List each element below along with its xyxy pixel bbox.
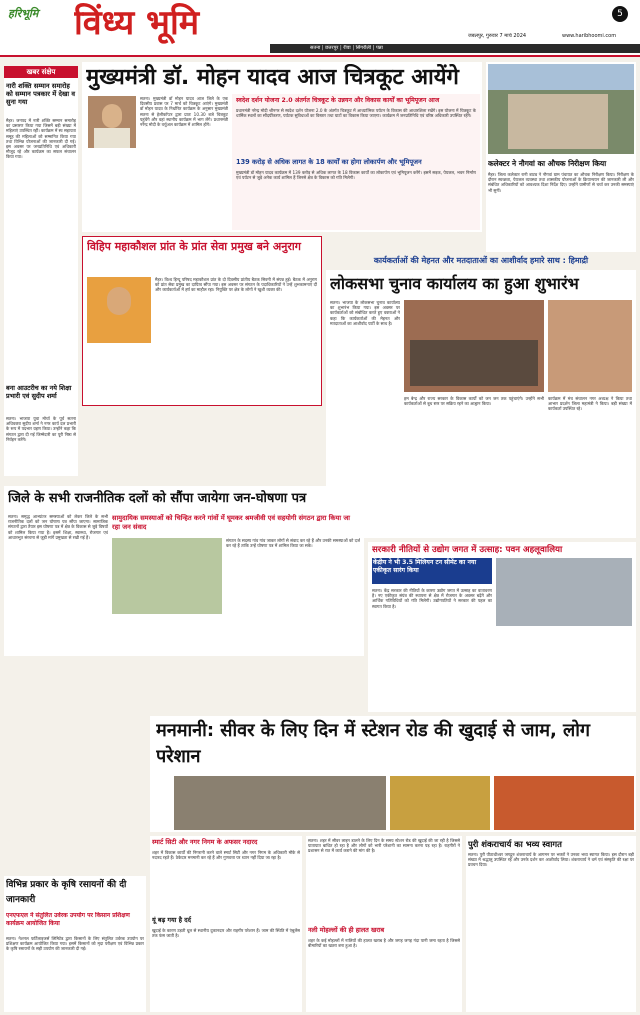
collector-photo-people bbox=[508, 94, 608, 149]
agri-story bbox=[4, 876, 146, 1012]
shankaracharya-photo bbox=[494, 776, 634, 830]
office-col-3: कार्यक्रम में मंच संचालन नगर अध्यक्ष ने किया तथा आभार प्रदर्शन जिला महामंत्री ने किया। बड़ी संख्या में कार्यकर्ता उपस्थित रहे। bbox=[548, 396, 632, 412]
govt-headline: सरकारी नीतियों से उद्योग जगत में उत्साह: पवन अहलूवालिया bbox=[372, 545, 563, 555]
lead-sub-body-2: मुख्यमंत्री डॉ मोहन यादव कार्यक्रम में 139 करोड़ से अधिक लागत के 18 विकास कार्यों का लोकार्पण एवं भूमिपूजन करेंगे। इसमें सड़क, पेयजल, भवन निर्माण एवं पर्यटन से जुड़े अनेक कार्य शामिल हैं जिनसे क्षेत्र के विकास को गति मिलेगी। bbox=[236, 170, 476, 181]
agri-body: सतना। नेशनल फर्टिलाइजर्स लिमिटेड द्वारा किसानों के लिए संतुलित उर्वरक उपयोग पर प्रशिक्षण कार्यक्रम आयोजित किया गया। इसमें किसानों को मृदा परीक्षण एवं विभिन्न प्रकार के कृषि रसायनों के सही उपयोग की जानकारी दी गई। bbox=[6, 936, 144, 952]
office-col-2: हम बेन्द्र और राज्य सरकार के विकास कार्यों को जन जन तक पहुंचाएंगे। उन्होंने सभी कार्यकर्ताओं से बूथ स्तर पर सक्रिय रहने का आह्वान किया। bbox=[404, 396, 544, 407]
collector-photo bbox=[488, 64, 634, 154]
manmani-text bbox=[306, 836, 462, 1012]
vhp-photo bbox=[87, 277, 151, 343]
brief-body-1: मैहर। जनपद में नारी शक्ति सम्मान समारोह का प्रसारण किया गया जिसमें बड़ी संख्या में महिलाएं उपस्थित रहीं। कार्यक्रम में स्व सहायता समूह की महिलाओं को सम्मानित किया गया तथा विभिन्न योजनाओं की जानकारी दी गई। इस अवसर पर जनप्रतिनिधि एवं अधिकारी मौजूद रहे और कार्यक्रम का सफल संचालन किया गया। bbox=[6, 118, 76, 160]
masthead-rule bbox=[0, 55, 640, 57]
website: www.haribhoomi.com bbox=[562, 33, 617, 39]
brief-headline-2: बना आउटरीच का नये शिक्षा प्रभारी एवं सुदीप शर्मा bbox=[6, 384, 72, 400]
lead-sub-headline-2: 139 करोड़ से अधिक लागत के 18 कार्यों का होगा लोकार्पण और भूमिपूजन bbox=[236, 158, 422, 166]
office-headline: लोकसभा चुनाव कार्यालय का हुआ शुभारंभ bbox=[330, 274, 579, 293]
manmani-photo-2 bbox=[390, 776, 490, 830]
manifesto-sub-headline: सामुदायिक समस्याओं को चिन्हित करने गांवों में घूमकर श्रमजीवी एवं सहयोगी संगठन द्वारा किया जा रहा जन संवाद bbox=[112, 514, 350, 531]
agri-headline: विभिन्न प्रकार के कृषि रसायनों की दी जानकारी bbox=[6, 880, 127, 905]
smartcity-sub-headline: यूं बढ़ गया है दर्द bbox=[152, 916, 191, 924]
smartcity-body: शहर में विकास कार्यों की निगरानी करने वाले स्मार्ट सिटी और नगर निगम के अधिकारी मौके से नदारद रहते हैं। ठेकेदार मनमानी कर रहे हैं और गुणवत्ता पर ध्यान नहीं दिया जा रहा है। bbox=[152, 850, 300, 861]
govt-sub-headline: केंद्रीय ने भी 3.5 मिलियन टन सीमेंट का नया एकीकृत सारंग किया bbox=[372, 558, 492, 584]
vhp-photo-face bbox=[107, 287, 131, 315]
cm-photo-body bbox=[94, 128, 130, 148]
manmani-photo bbox=[174, 776, 386, 830]
date-line: जबलपुर, गुरुवार 7 मार्च 2024 bbox=[468, 33, 527, 39]
manmani-body: सतना। शहर में सीवर लाइन डालने के लिए दिन के समय स्टेशन रोड की खुदाई की जा रही है जिससे यातायात बाधित हो रहा है और लोगों को भारी परेशानी का सामना करना पड़ रहा है। राहगीरों ने प्रशासन से रात में कार्य कराने की मांग की है। bbox=[308, 838, 460, 854]
cm-photo-face bbox=[102, 104, 122, 128]
office-col-1: सतना। भाजपा के लोकसभा चुनाव कार्यालय का शुभारंभ किया गया। इस अवसर पर कार्यकर्ताओं को संबोधित करते हुए वक्ताओं ने कहा कि कार्यकर्ताओं की मेहनत और मतदाताओं का आशीर्वाद पार्टी के साथ है। bbox=[330, 300, 400, 326]
lead-sub-box bbox=[232, 94, 480, 230]
masthead-brand: हरिभूमि bbox=[8, 7, 39, 20]
office-photo-2 bbox=[548, 300, 632, 392]
lead-sub-headline: स्वदेश दर्शन योजना 2.0 अंतर्गत चित्रकूट के उन्नयन और विकास कार्यों का भूमिपूजन आज bbox=[236, 97, 440, 104]
agri-sub-headline: एनएफएल ने संतुलित उर्वरक उपयोग पर किसान प्रशिक्षण कार्यक्रम आयोजित किया bbox=[6, 912, 130, 927]
office-photo-1-crowd bbox=[410, 340, 538, 386]
manmani-headline: मनमानी: सीवर के लिए दिन में स्टेशन रोड की खुदाई से जाम, लोग परेशान bbox=[156, 720, 591, 767]
editions: सतना | छतरपुर | रीवा | सिंगरौली | पन्ना bbox=[310, 45, 383, 51]
smartcity-sub-body: खुदाई के कारण उड़ती धूल से स्थानीय दुकानदार और राहगीर परेशान हैं। जाम की स्थिति में एंबुलेंस तक फंस जाती है। bbox=[152, 928, 300, 939]
quote-banner-text: कार्यकर्ताओं की मेहनत और मतदाताओं का आशीर्वाद हमारे साथ : हिमाद्री bbox=[373, 256, 589, 265]
editions-bar bbox=[270, 44, 640, 53]
collector-body: मैहर। जिला कलेक्टर रानी बाटड ने नौगवां ग्राम पंचायत का औचक निरीक्षण किया। निरीक्षण के दौरान स्वच्छता, पेयजल व्यवस्था तथा शासकीय योजनाओं के क्रियान्वयन की जानकारी ली और संबंधित अधिकारियों को आवश्यक दिशा निर्देश दिए। उन्होंने ग्रामीणों से चर्चा कर उनकी समस्याएं भी सुनीं। bbox=[488, 172, 634, 193]
collector-photo-wall bbox=[488, 64, 634, 90]
collector-story bbox=[486, 62, 636, 252]
cm-photo bbox=[88, 96, 136, 148]
manmani-sub-body: शहर के कई मोहल्लों में नालियों की हालत खराब है और जगह जगह गंदा पानी जमा रहता है जिससे बीमारियों का खतरा बना हुआ है। bbox=[308, 938, 460, 949]
brief-tag: खबर संक्षेप bbox=[4, 66, 78, 78]
govt-photo bbox=[496, 558, 632, 626]
manifesto-body: सतना। समृद्ध आभ्यांतर समस्याओं को लेकर जिले के सभी राजनीतिक दलों को जन घोषणा पत्र सौंपा जाएगा। सामाजिक संगठनों द्वारा तैयार इस घोषणा पत्र में क्षेत्र के विकास से जुड़े विषयों को शामिल किया गया है। इसमें शिक्षा, स्वास्थ्य, रोजगार एवं आधारभूत संरचना से जुड़ी मांगें प्रमुखता से रखी गई हैं। bbox=[8, 514, 108, 540]
masthead-title: विंध्य भूमि bbox=[74, 3, 200, 43]
smartcity-headline: स्मार्ट सिटी और नगर निगम के अफसर नदारद bbox=[152, 838, 258, 846]
brief-column bbox=[4, 66, 78, 476]
brief-headline-1: नारी शक्ति सम्मान समारोह को सम्मान पत्रकार में देखा व सुना गया bbox=[6, 82, 76, 106]
masthead bbox=[0, 0, 640, 55]
smartcity-story bbox=[150, 836, 302, 1012]
lead-headline: मुख्यमंत्री डॉ. मोहन यादव आज चित्रकूट आयेंगे bbox=[86, 65, 459, 90]
brief-body-2: सतना। भाजपा युवा मोर्चा के पूर्व सतना अधिवक्ता सुदीप शर्मा ने नगर कार्य दल प्रभारी के रूप में पदभार ग्रहण किया। उन्होंने कहा कि संगठन द्वारा दी गई जिम्मेदारी का पूरी निष्ठा से निर्वहन करेंगे। bbox=[6, 416, 76, 442]
collector-headline: कलेक्टर ने नौगवां का औचक निरीक्षण किया bbox=[488, 159, 607, 168]
quote-banner bbox=[326, 254, 636, 268]
shankaracharya-body: सतना। पुरी पीठाधीश्वर जगद्गुरु शंकराचार्य के आगमन पर भक्तों ने उनका भव्य स्वागत किया। इस दौरान बड़ी संख्या में श्रद्धालु उपस्थित रहे और उनके दर्शन कर आशीर्वाद लिया। शंकराचार्य ने धर्म एवं संस्कृति की रक्षा पर प्रवचन दिया। bbox=[468, 852, 634, 868]
lead-body: सतना। मुख्यमंत्री डॉ मोहन यादव आज जिले के एक दिवसीय प्रवास पर 7 मार्च को चित्रकूट आएंगे। मुख्यमंत्री डॉ मोहन यादव के निर्धारित कार्यक्रम के अनुसार मुख्यमंत्री सतना से हेलीकॉप्टर द्वारा प्रातः 10.30 बजे चित्रकूट पहुंचेंगे और वहां स्थानीय कार्यक्रम में भाग लेंगे। प्रधानमंत्री नरेन्द्र मोदी के वर्चुअल कार्यक्रम में शामिल होंगे। bbox=[140, 96, 228, 128]
office-story bbox=[326, 270, 636, 538]
lead-story bbox=[82, 62, 482, 232]
office-photo-1 bbox=[404, 300, 544, 392]
vhp-headline: विहिप महाकौशल प्रांत के प्रांत सेवा प्रमुख बने अनुराग bbox=[87, 240, 301, 253]
govt-story bbox=[368, 542, 636, 712]
manifesto-photo bbox=[112, 538, 222, 614]
vhp-story bbox=[82, 236, 322, 406]
lead-sub-body: प्रधानमंत्री नरेन्द्र मोदी श्रीनगर से स्वदेश दर्शन योजना 2.0 के अंतर्गत चित्रकूट में आध्यात्मिक पर्यटन के विकास की आधारशिला रखेंगे। इस योजना में चित्रकूट के धार्मिक स्थलों का सौंदर्यीकरण, पर्यटक सुविधाओं का विस्तार तथा घाटों का विकास किया जाएगा। कार्यक्रम में जनप्रतिनिधि एवं वरिष्ठ अधिकारी उपस्थित रहेंगे। bbox=[236, 108, 476, 119]
govt-body: सतना। केंद्र सरकार की नीतियों के कारण उद्योग जगत में उत्साह का वातावरण है। नए एकीकृत संयंत्र की स्थापना से क्षेत्र में रोजगार के अवसर बढ़ेंगे और आर्थिक गतिविधियों को गति मिलेगी। उद्योगपतियों ने सरकार की पहल का स्वागत किया है। bbox=[372, 588, 492, 609]
manmani-sub-headline: नली मोहल्लों की ही हालत खराब bbox=[308, 926, 385, 934]
shankaracharya-headline: पुरी शंकराचार्य का भव्य स्वागत bbox=[468, 839, 562, 849]
shankaracharya-story bbox=[466, 836, 636, 1012]
vhp-body: मैहर। विश्व हिन्दू परिषद महाकौशल प्रांत के दो दिवसीय प्रांतीय बैठक सिवनी में संपन्न हुई। बैठक में अनुराग को प्रांत सेवा प्रमुख का दायित्व सौंपा गया। इस अवसर पर संगठन के पदाधिकारियों ने उन्हें शुभकामनाएं दीं और कार्यकर्ताओं में हर्ष का माहौल रहा। नियुक्ति पर क्षेत्र के लोगों ने खुशी व्यक्त की। bbox=[155, 277, 317, 293]
manifesto-headline: जिले के सभी राजनीतिक दलों को सौंपा जायेगा जन-घोषणा पत्र bbox=[8, 491, 307, 506]
page-number: 5 bbox=[612, 6, 628, 22]
manmani-story bbox=[150, 716, 636, 832]
manifesto-sub-body: संगठन के सदस्य गांव गांव जाकर लोगों से संवाद कर रहे हैं और उनकी समस्याओं को दर्ज कर रहे हैं ताकि उन्हें घोषणा पत्र में शामिल किया जा सके। bbox=[226, 538, 360, 549]
manifesto-story bbox=[4, 486, 364, 656]
